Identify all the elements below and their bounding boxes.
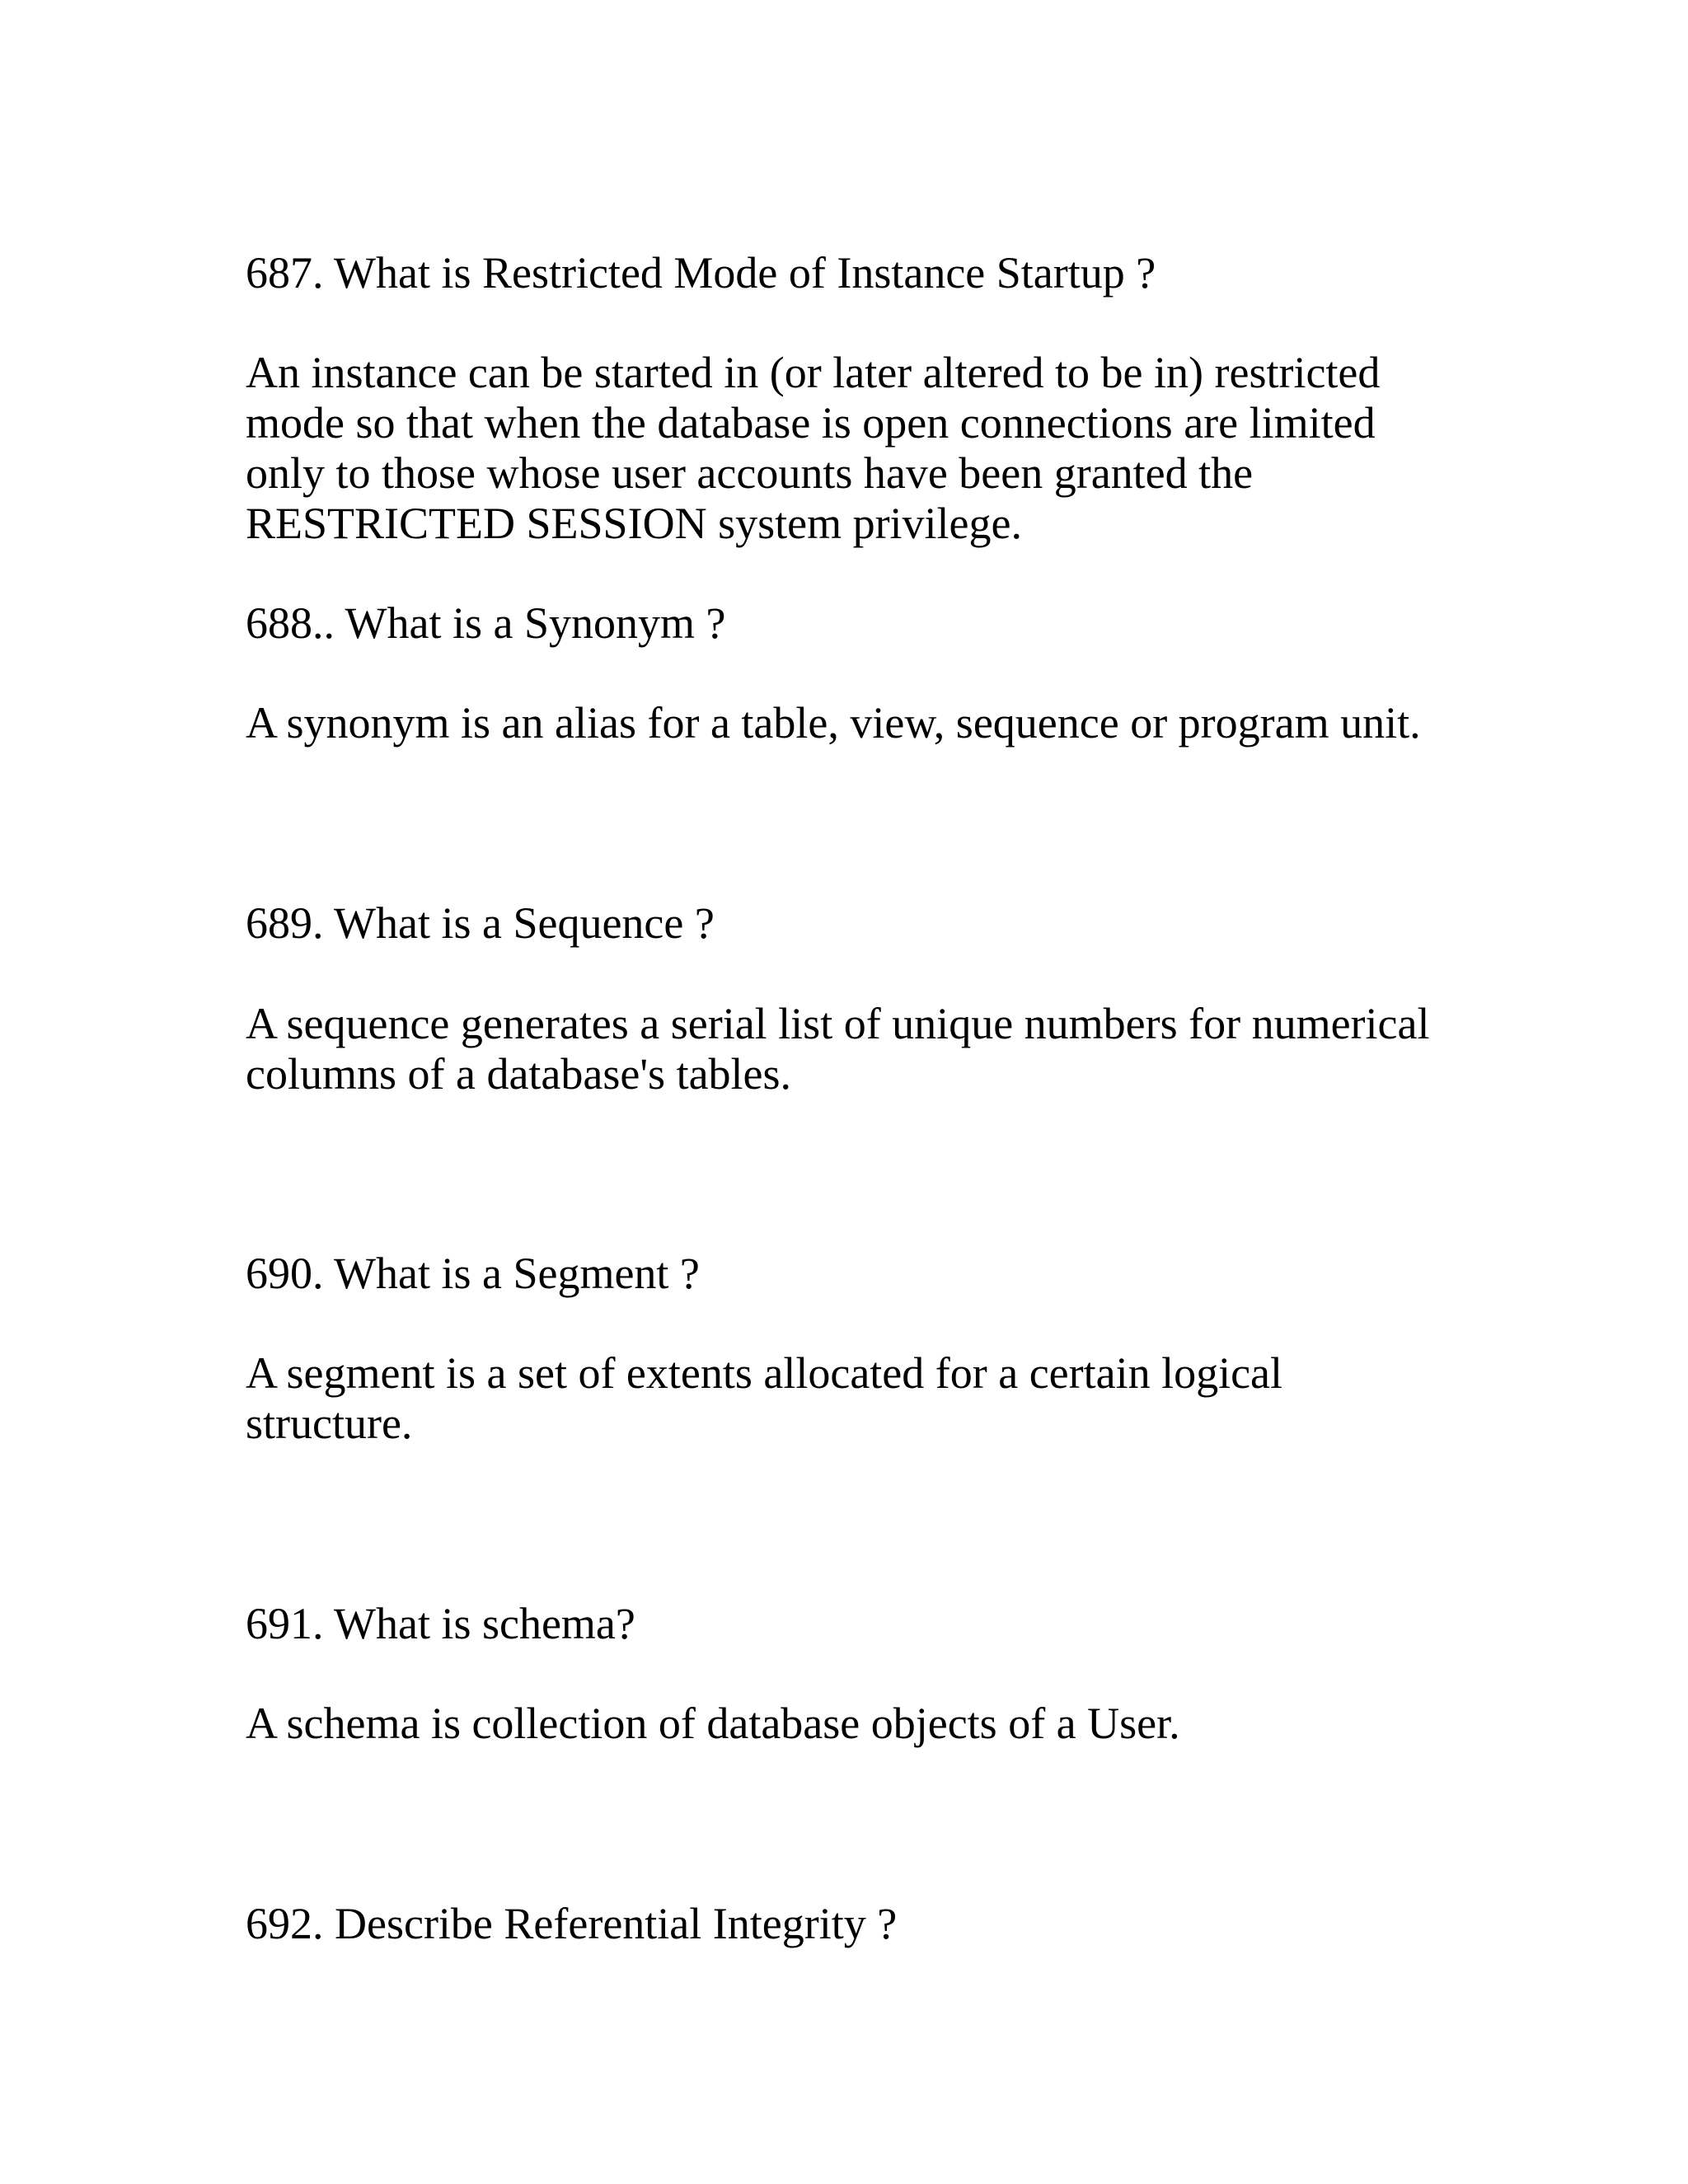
question-688: 688.. What is a Synonym ? [246, 598, 726, 648]
question-692: 692. Describe Referential Integrity ? [246, 1899, 898, 1948]
answer-690-line-2: structure. [246, 1399, 413, 1448]
answer-687-line-1: An instance can be started in (or later altered to be in) restricted [246, 348, 1381, 397]
question-687: 687. What is Restricted Mode of Instance Startup ? [246, 248, 1156, 298]
question-691: 691. What is schema? [246, 1599, 635, 1648]
question-689: 689. What is a Sequence ? [246, 898, 715, 948]
answer-689-line-2: columns of a database's tables. [246, 1049, 792, 1099]
answer-687-line-4: RESTRICTED SESSION system privilege. [246, 499, 1022, 548]
answer-689-line-1: A sequence generates a serial list of unique numbers for numerical [246, 999, 1430, 1048]
answer-690-line-1: A segment is a set of extents allocated for a certain logical [246, 1348, 1283, 1398]
answer-691-line-1: A schema is collection of database objects of a User. [246, 1699, 1180, 1748]
question-690: 690. What is a Segment ? [246, 1249, 700, 1298]
answer-687-line-3: only to those whose user accounts have been granted the [246, 448, 1254, 498]
answer-688-line-1: A synonym is an alias for a table, view, sequence or program unit. [246, 698, 1421, 748]
answer-687-line-2: mode so that when the database is open connections are limited [246, 398, 1376, 448]
